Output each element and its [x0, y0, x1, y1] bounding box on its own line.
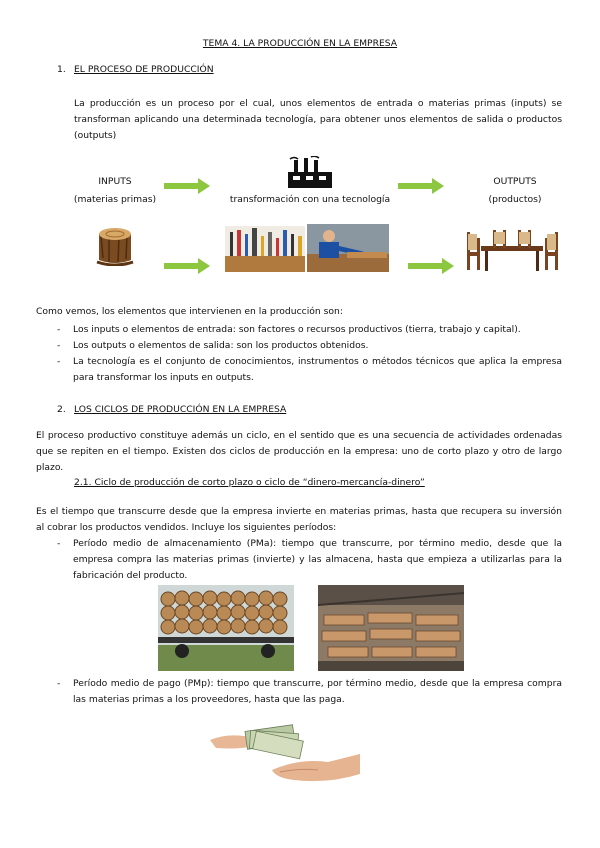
section-1-heading: EL PROCESO DE PRODUCCIÓN: [74, 64, 214, 75]
section-1-number: 1.: [57, 64, 66, 75]
section-2-paragraph: El proceso productivo constituye además un ciclo, en el sentido que es una secuencia de actividades ordenadas que se repiten en el tiempo. Existen dos ciclos de producción en la empresa: uno de corto plazo y otro de largo plazo.: [36, 430, 562, 473]
subsection-2-1-heading: 2.1. Ciclo de producción de corto plazo o ciclo de “dinero-mercancía-dinero”: [74, 477, 425, 488]
list-item: - Período medio de almacenamiento (PMa): tiempo que transcurre, por término medio, desde que la empresa compra las materias primas (invierte) y las almacena, hasta que empieza a utilizarlas para la fabricación del producto.: [57, 536, 562, 584]
list-item: - Los inputs o elementos de entrada: son factores o recursos productivos (tierra, trabajo y capital).: [57, 322, 562, 338]
section-2-heading: LOS CICLOS DE PRODUCCIÓN EN LA EMPRESA: [74, 404, 287, 415]
factory-icon: [285, 156, 335, 190]
subsection-2-1-paragraph: Es el tiempo que transcurre desde que la empresa invierte en materias primas, hasta que recupera su inversión al cobrar los productos vendidos. Incluye los siguientes períodos:: [36, 506, 562, 533]
list-item: - Período medio de pago (PMp): tiempo que transcurre, por término medio, desde que la empresa compra las materias primas a los proveedores, hasta que las paga.: [57, 676, 562, 708]
process-label: transformación con una tecnología: [229, 194, 391, 205]
list-item: - Los outputs o elementos de salida: son los productos obtenidos.: [57, 338, 562, 354]
periods-list-1: [57, 536, 562, 584]
section-1-paragraph: La producción es un proceso por el cual, unos elementos de entrada o materias primas (inputs) se transforman aplicando una determinada tecnología, para obtener unos elementos de salida o productos (outputs): [74, 98, 562, 141]
worker-image: [307, 224, 389, 272]
list-item: - La tecnología es el conjunto de conocimientos, instrumentos o métodos técnicos que aplica la empresa para transformar los inputs en outputs.: [57, 354, 562, 386]
section-2-number: 2.: [57, 404, 66, 415]
periods-list-2: [57, 676, 562, 708]
tree-stump-image: [95, 224, 135, 266]
arrow-icon: [164, 178, 210, 194]
inputs-label: INPUTS: [98, 176, 132, 187]
arrow-icon: [398, 178, 444, 194]
page-title: TEMA 4. LA PRODUCCIÓN EN LA EMPRESA: [202, 38, 398, 49]
elements-list: [57, 322, 562, 386]
inputs-sublabel: (materias primas): [73, 194, 157, 205]
arrow-icon: [408, 258, 454, 274]
warehouse-image: [318, 585, 464, 671]
list-intro: Como vemos, los elementos que intervienen en la producción son:: [36, 306, 343, 317]
furniture-image: [463, 228, 561, 274]
outputs-sublabel: (productos): [488, 194, 542, 205]
tools-image: [225, 226, 305, 272]
arrow-icon: [164, 258, 210, 274]
outputs-label: OUTPUTS: [493, 176, 537, 187]
log-truck-image: [158, 585, 294, 671]
money-hands-image: [210, 724, 360, 786]
